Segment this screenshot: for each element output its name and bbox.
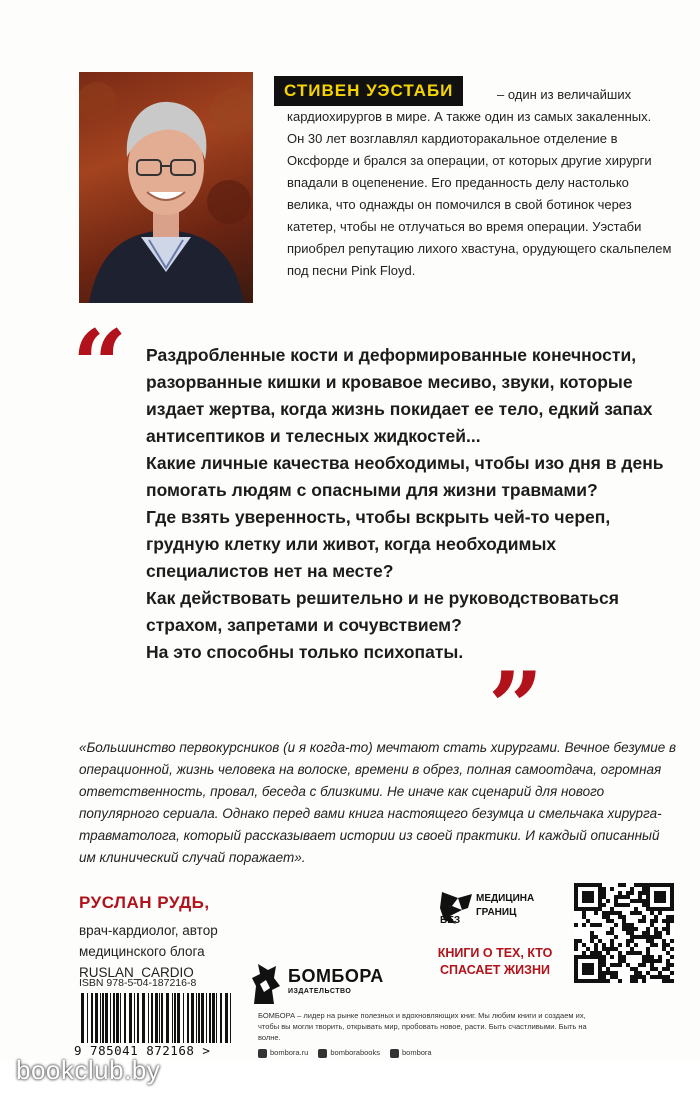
main-quote-paragraph: Где взять уверенность, чтобы вскрыть чей-то череп, грудную клетку или живот, когда необходимых специалистов нет на месте?	[146, 507, 611, 581]
link-social[interactable]	[390, 1048, 432, 1058]
author-name-badge: СТИВЕН УЭСТАБИ	[274, 76, 463, 106]
publisher-name: БОМБОРА	[288, 966, 384, 986]
qr-code-icon[interactable]	[574, 883, 674, 983]
close-quote-icon: ”	[488, 651, 544, 764]
publisher-blurb: БОМБОРА – лидер на рынке полезных и вдохновляющих книг. Мы любим книги и создаем их, чтобы вы могли творить, открывать мир, пробовать новое, расти. Быть счастливыми. Быть на волне.	[258, 1011, 587, 1042]
link-video-text: bomborabooks	[330, 1048, 380, 1057]
author-portrait-illustration	[79, 72, 253, 303]
main-quote	[146, 342, 666, 666]
main-quote-paragraph: Раздробленные кости и деформированные конечности, разорванные кишки и кровавое месиво, звуки, которые издает жертва, когда жизнь покидает ее тело, едкий запах антисептиков и телесных жидкостей...	[146, 345, 653, 446]
series-slogan: КНИГИ О ТЕХ, КТО СПАСАЕТ ЖИЗНИ	[437, 946, 553, 977]
video-icon	[318, 1049, 327, 1058]
isbn: ISBN 978-5-04-187216-8	[79, 977, 197, 989]
reviewer-name: РУСЛАН РУДЬ,	[79, 893, 210, 912]
publisher-links	[258, 1048, 432, 1058]
link-site-text: bombora.ru	[270, 1048, 309, 1057]
series-logo-line: МЕДИЦИНА	[476, 893, 535, 904]
reviewer-role: врач-кардиолог, автор медицинского блога RUSLAN_CARDIO	[79, 923, 218, 980]
main-quote-paragraph: На это способны только психопаты.	[146, 642, 464, 662]
series-logo-text	[476, 892, 534, 920]
globe-icon	[258, 1049, 267, 1058]
series-logo-mark: БЕЗ	[440, 915, 461, 926]
barcode-digits: 9 785041 872168 >	[74, 1043, 211, 1058]
link-site[interactable]	[258, 1048, 308, 1058]
author-photo	[79, 72, 253, 303]
link-video[interactable]	[318, 1048, 380, 1058]
main-quote-paragraph: Какие личные качества необходимы, чтобы изо дня в день помогать людям с опасными для жизни травмами?	[146, 453, 664, 500]
link-social-text: bombora	[401, 1048, 432, 1057]
publisher-sub: ИЗДАТЕЛЬСТВО	[288, 988, 352, 995]
series-logo-line: ГРАНИЦ	[476, 907, 517, 918]
main-quote-paragraph: Как действовать решительно и не руководствоваться страхом, запретами и сочувствием?	[146, 588, 619, 635]
open-quote-icon: “	[72, 309, 128, 422]
author-bio-text: – один из величайших кардиохирургов в мире. А также один из самых закаленных. Он 30 лет возглавлял кардиоторакальное отделение в Оксфорде и брался за операции, от которых другие хирурги впадали в оцепенение. Его преданность делу настолько велика, что однажды он помочился в свой ботинок через катетер, чтобы не отлучаться во время операции. Уэстаби приобрел репутацию лихого хвастуна, орудующего скальпелем под песни Pink Floyd.	[287, 87, 672, 278]
watermark: bookclub.by	[16, 1055, 161, 1085]
barcode-icon	[79, 993, 234, 1045]
social-icon	[390, 1049, 399, 1058]
review-text: «Большинство первокурсников (и я когда-то) мечтают стать хирургами. Вечное безумие в операционной, жизнь человека на волоске, времени в обрез, полная самоотдача, огромная ответственность, провал, беседа с близкими. Не иначе как сценарий для нового популярного сериала. Однако перед вами книга настоящего безумца и смельчака хирурга-травматолога, который рассказывает истории из своей практики. И каждый описанный им клинический случай поражает».	[79, 740, 677, 865]
author-bio	[287, 84, 672, 282]
